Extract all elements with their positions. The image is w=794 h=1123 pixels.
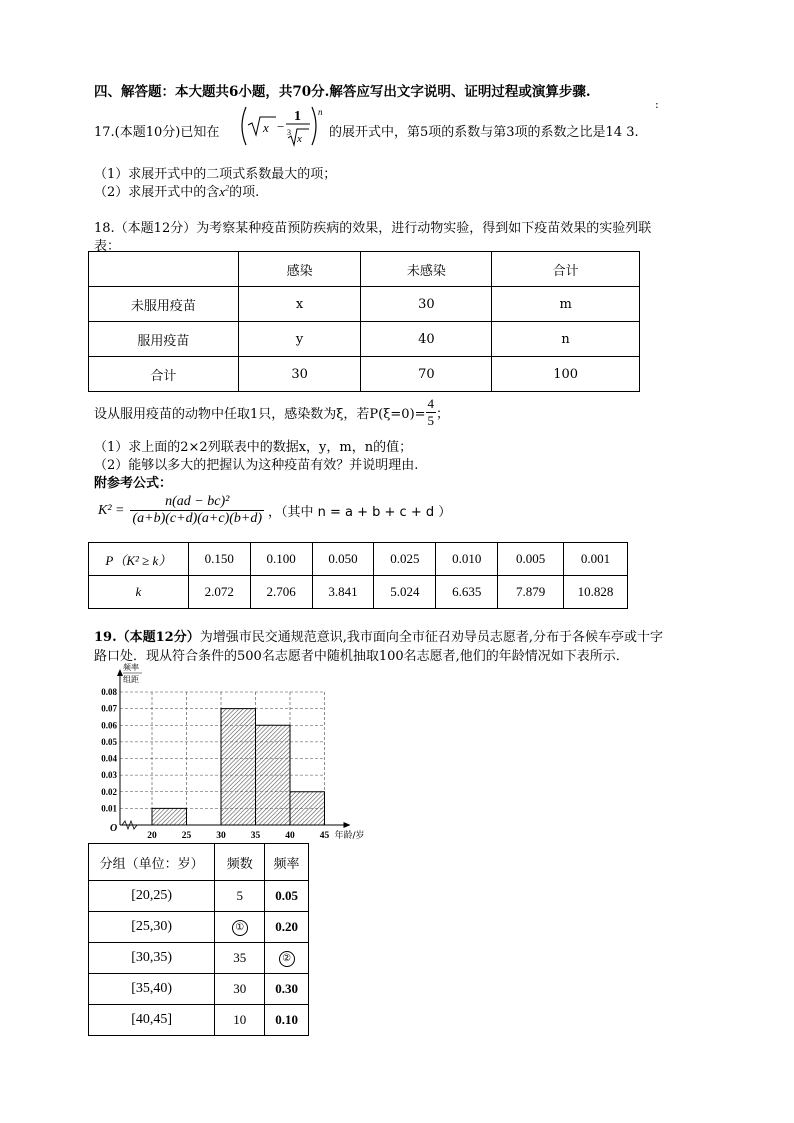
table-cell: 0.005 xyxy=(498,543,564,576)
table-cell: 服用疫苗 xyxy=(89,322,239,357)
table-cell: 5 xyxy=(215,881,265,912)
table-cell: 0.150 xyxy=(188,543,250,576)
x-axis-label: 年龄/岁 xyxy=(334,831,365,841)
table-cell: 0.010 xyxy=(436,543,498,576)
table-cell: 0.05 xyxy=(265,881,309,912)
table-row xyxy=(89,974,309,1005)
age-histogram xyxy=(88,660,388,845)
table-cell: 10.828 xyxy=(564,576,628,609)
table-cell: 10 xyxy=(215,1005,265,1036)
fraction-4-5 xyxy=(426,396,437,429)
table-cell: y xyxy=(238,322,361,357)
table-cell: 7.879 xyxy=(498,576,564,609)
q18-condition-b: ； xyxy=(436,407,450,422)
x-tick-label: 45 xyxy=(319,831,330,841)
formula-fraction xyxy=(130,494,264,527)
table-cell: 频数 xyxy=(215,844,265,881)
table-cell: 0.20 xyxy=(265,912,309,943)
table-cell: 2.706 xyxy=(250,576,312,609)
table-cell: [35,40) xyxy=(89,974,215,1005)
x-tick-label: 40 xyxy=(285,831,295,841)
y-tick-label: 0.02 xyxy=(101,786,117,797)
y-tick-label: 0.03 xyxy=(101,770,117,781)
blank-marker-1: ① xyxy=(232,920,248,936)
histogram-bar xyxy=(290,792,325,825)
q17-sub2-a: （2）求展开式中的含 xyxy=(94,185,220,200)
table-row xyxy=(89,881,309,912)
q19-intro-1 xyxy=(94,626,663,645)
y-tick-label: 0.04 xyxy=(101,753,117,764)
q19-intro-2: 路口处．现从符合条件的500名志愿者中随机抽取100名志愿者,他们的年龄情况如下表所示． xyxy=(94,649,629,664)
svg-text:x: x xyxy=(263,120,269,135)
x-tick-label: 25 xyxy=(181,831,192,841)
svg-text:3: 3 xyxy=(287,128,291,137)
table-cell: 0.025 xyxy=(374,543,436,576)
svg-text:x: x xyxy=(297,133,302,145)
svg-text:1: 1 xyxy=(294,109,301,124)
q17-sub1: （1）求展开式中的二项式系数最大的项； xyxy=(94,167,337,182)
table-row xyxy=(89,252,640,287)
table-cell xyxy=(215,912,265,943)
histogram-bar xyxy=(152,808,187,825)
x-axis-arrow xyxy=(344,822,351,828)
k-row-label: k xyxy=(89,576,189,609)
x-squared: $x^2$ xyxy=(219,183,230,199)
histogram-bar xyxy=(256,725,291,825)
q17-suffix: 的展开式中，第5项的系数与第3项的系数之比是14 3. xyxy=(329,125,639,140)
origin-label: O xyxy=(110,823,118,834)
y-tick-label: 0.05 xyxy=(101,736,117,747)
table-cell: 0.100 xyxy=(250,543,312,576)
table-row xyxy=(89,912,309,943)
q18-contingency-table xyxy=(88,251,640,392)
blank-marker-2: ② xyxy=(279,951,295,967)
table-cell: 未感染 xyxy=(361,252,492,287)
x-tick-label: 35 xyxy=(250,831,261,841)
chart-bars xyxy=(152,709,325,825)
q19-label: 19.（本题12分） xyxy=(94,630,200,645)
formula-title: 附参考公式： xyxy=(94,476,173,491)
table-row xyxy=(89,287,640,322)
table-cell xyxy=(89,252,239,287)
table-row xyxy=(89,943,309,974)
table-cell: 频率 xyxy=(265,844,309,881)
formula-numerator: n(ad − bc)² xyxy=(130,494,264,511)
table-cell: 0.10 xyxy=(265,1005,309,1036)
table-cell: [30,35) xyxy=(89,943,215,974)
table-cell: 感染 xyxy=(238,252,361,287)
q18-condition-a: 设从服用疫苗的动物中任取1只，感染数为ξ，若P(ξ=0)= xyxy=(94,407,426,422)
section-header: 四、解答题：本大题共6小题，共70分.解答应写出文字说明、证明过程或演算步骤. xyxy=(94,84,591,100)
p-row-label: P（K² ≥ k） xyxy=(89,543,189,576)
table-row xyxy=(89,844,309,881)
table-cell: 合计 xyxy=(89,357,239,392)
table-cell: n xyxy=(492,322,640,357)
table-cell: 30 xyxy=(215,974,265,1005)
table-cell xyxy=(265,943,309,974)
x-tick-label: 30 xyxy=(216,831,226,841)
table-cell: 5.024 xyxy=(374,576,436,609)
table-cell: 6.635 xyxy=(436,576,498,609)
colon-mark: : xyxy=(655,98,659,111)
formula-lhs: K² = xyxy=(98,502,125,518)
q17-prefix: 17.(本题10分)已知在 xyxy=(94,125,220,140)
table-cell: [25,30) xyxy=(89,912,215,943)
q18-intro-2: 表： xyxy=(94,239,121,254)
table-cell: 40 xyxy=(361,322,492,357)
formula-note: ，（其中 n = a + b + c + d ） xyxy=(268,505,452,520)
histogram-bar xyxy=(221,709,256,825)
table-cell: 0.001 xyxy=(564,543,628,576)
table-cell: 30 xyxy=(238,357,361,392)
x-tick-label: 20 xyxy=(147,831,157,841)
q18-intro-1: 18.（本题12分）为考察某种疫苗预防疾病的效果，进行动物实验，得到如下疫苗效果的实验列联 xyxy=(94,221,652,236)
svg-text:n: n xyxy=(318,107,323,117)
table-cell: [40,45] xyxy=(89,1005,215,1036)
table-cell: 2.072 xyxy=(188,576,250,609)
y-axis-label-bottom: 组距 xyxy=(123,675,139,684)
q18-condition xyxy=(94,396,449,429)
table-cell: x xyxy=(238,287,361,322)
svg-text:−: − xyxy=(277,119,285,134)
k-squared-formula xyxy=(98,494,451,527)
table-cell: 未服用疫苗 xyxy=(89,287,239,322)
table-row xyxy=(89,576,628,609)
table-cell: 35 xyxy=(215,943,265,974)
table-cell: 分组（单位：岁） xyxy=(89,844,215,881)
formula-denominator: (a+b)(c+d)(a+c)(b+d) xyxy=(132,511,262,526)
table-row xyxy=(89,1005,309,1036)
y-tick-label: 0.07 xyxy=(101,703,117,714)
table-cell: m xyxy=(492,287,640,322)
table-cell: 3.841 xyxy=(312,576,374,609)
fraction-denominator: 5 xyxy=(427,413,435,428)
q19-intro-1-text: 为增强市民交通规范意识,我市面向全市征召劝导员志愿者,分布于各候车亭或十字 xyxy=(199,630,663,645)
critical-value-table xyxy=(88,542,628,609)
q17-sub2-b: 的项. xyxy=(229,185,260,200)
fraction-numerator: 4 xyxy=(427,396,435,411)
table-cell: 0.050 xyxy=(312,543,374,576)
y-tick-label: 0.06 xyxy=(101,720,117,731)
y-tick-label: 0.08 xyxy=(101,687,117,697)
table-cell: 70 xyxy=(361,357,492,392)
table-cell: 0.30 xyxy=(265,974,309,1005)
table-cell: 100 xyxy=(492,357,640,392)
q18-sub1: （1）求上面的2×2列联表中的数据x，y，m，n的值； xyxy=(94,440,413,455)
q17-sub2 xyxy=(94,181,259,200)
table-cell: 合计 xyxy=(492,252,640,287)
y-tick-label: 0.01 xyxy=(101,803,117,814)
table-cell: 30 xyxy=(361,287,492,322)
q18-sub2: （2）能够以多大的把握认为这种疫苗有效？并说明理由. xyxy=(94,458,419,473)
q19-frequency-table xyxy=(88,843,309,1036)
table-row xyxy=(89,357,640,392)
y-axis-label-top: 频率 xyxy=(123,663,139,672)
q17-expression xyxy=(236,103,328,149)
table-cell: [20,25) xyxy=(89,881,215,912)
table-row xyxy=(89,322,640,357)
table-row xyxy=(89,543,628,576)
